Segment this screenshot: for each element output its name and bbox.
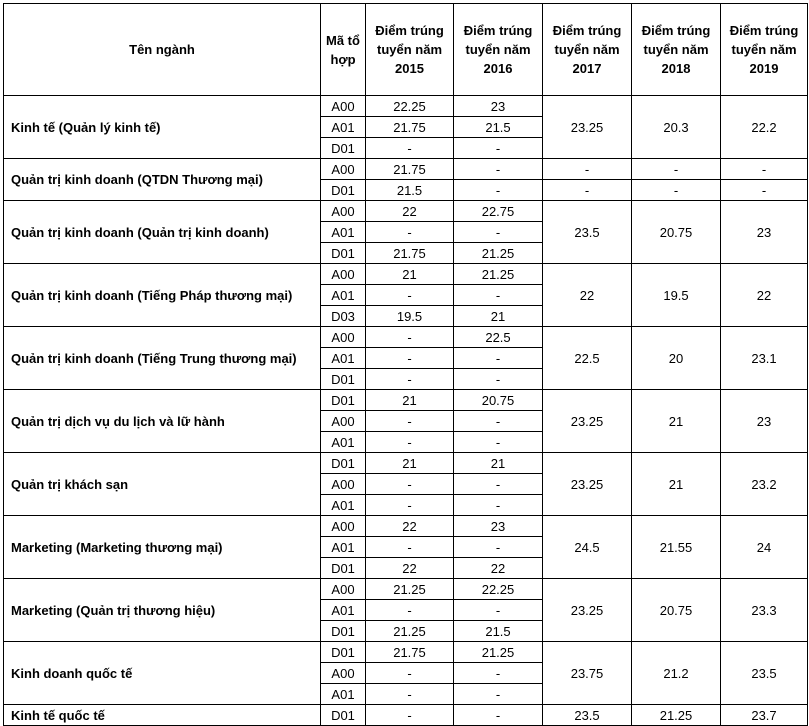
- score-2016: -: [454, 537, 543, 558]
- score-2018: 21.55: [632, 516, 721, 579]
- combination-code: A01: [321, 432, 366, 453]
- table-row: [4, 579, 808, 600]
- score-2015: -: [366, 663, 454, 684]
- combination-code: A00: [321, 411, 366, 432]
- major-name: Quản trị kinh doanh (Tiếng Pháp thương mại): [4, 264, 321, 327]
- score-2016: -: [454, 159, 543, 180]
- score-2015: 19.5: [366, 306, 454, 327]
- score-2015: 21.25: [366, 621, 454, 642]
- combination-code: A00: [321, 159, 366, 180]
- header-combination-code: Mã tổ hợp: [321, 4, 366, 96]
- score-2018: 20: [632, 327, 721, 390]
- major-name: Quản trị kinh doanh (QTDN Thương mại): [4, 159, 321, 201]
- score-2016: 21.25: [454, 642, 543, 663]
- table-row: [4, 327, 808, 348]
- header-score-2015: Điểm trúng tuyển năm 2015: [366, 4, 454, 96]
- score-2019: -: [721, 180, 808, 201]
- score-2017: 22.5: [543, 327, 632, 390]
- score-2016: -: [454, 369, 543, 390]
- score-2015: 22: [366, 558, 454, 579]
- score-2015: -: [366, 348, 454, 369]
- table-row: [4, 705, 808, 726]
- combination-code: D01: [321, 453, 366, 474]
- combination-code: A01: [321, 117, 366, 138]
- score-2017: 23.25: [543, 96, 632, 159]
- score-2015: 21.75: [366, 159, 454, 180]
- table-row: [4, 390, 808, 411]
- combination-code: D01: [321, 369, 366, 390]
- score-2018: 21.2: [632, 642, 721, 705]
- table-row: [4, 201, 808, 222]
- score-2019: 23.2: [721, 453, 808, 516]
- score-2015: -: [366, 705, 454, 726]
- score-2016: -: [454, 285, 543, 306]
- score-2016: 23: [454, 516, 543, 537]
- score-2016: 20.75: [454, 390, 543, 411]
- score-2016: -: [454, 705, 543, 726]
- score-2015: -: [366, 138, 454, 159]
- combination-code: D01: [321, 705, 366, 726]
- score-2016: -: [454, 411, 543, 432]
- combination-code: A00: [321, 474, 366, 495]
- combination-code: D01: [321, 621, 366, 642]
- score-2018: 21: [632, 453, 721, 516]
- score-2015: 21: [366, 264, 454, 285]
- score-2018: 21: [632, 390, 721, 453]
- score-2016: 21: [454, 306, 543, 327]
- score-2019: 23.7: [721, 705, 808, 726]
- score-2018: 20.3: [632, 96, 721, 159]
- combination-code: D01: [321, 390, 366, 411]
- score-2016: -: [454, 222, 543, 243]
- score-2015: -: [366, 432, 454, 453]
- score-2015: -: [366, 222, 454, 243]
- score-2016: 21.25: [454, 264, 543, 285]
- score-2019: 22: [721, 264, 808, 327]
- score-2015: 21.25: [366, 579, 454, 600]
- table-row: [4, 96, 808, 117]
- score-2015: -: [366, 684, 454, 705]
- major-name: Quản trị khách sạn: [4, 453, 321, 516]
- score-2015: 21.75: [366, 243, 454, 264]
- table-row: [4, 264, 808, 285]
- combination-code: A00: [321, 516, 366, 537]
- score-2016: 22.75: [454, 201, 543, 222]
- combination-code: D01: [321, 243, 366, 264]
- score-2015: 21: [366, 390, 454, 411]
- combination-code: A00: [321, 663, 366, 684]
- score-2019: 23.1: [721, 327, 808, 390]
- combination-code: D01: [321, 558, 366, 579]
- major-name: Quản trị kinh doanh (Tiếng Trung thương mại): [4, 327, 321, 390]
- score-2018: -: [632, 159, 721, 180]
- major-name: Kinh tế quốc tế: [4, 705, 321, 726]
- table-row: [4, 159, 808, 180]
- major-name: Quản trị kinh doanh (Quản trị kinh doanh): [4, 201, 321, 264]
- score-2019: -: [721, 159, 808, 180]
- major-name: Marketing (Marketing thương mại): [4, 516, 321, 579]
- table-row: [4, 642, 808, 663]
- score-2017: 23.25: [543, 579, 632, 642]
- table-row: [4, 453, 808, 474]
- score-2017: 23.5: [543, 705, 632, 726]
- score-2017: 23.75: [543, 642, 632, 705]
- score-2019: 23.5: [721, 642, 808, 705]
- combination-code: A01: [321, 537, 366, 558]
- admission-scores-table: [3, 3, 808, 726]
- score-2016: -: [454, 663, 543, 684]
- combination-code: A00: [321, 201, 366, 222]
- combination-code: A01: [321, 600, 366, 621]
- score-2015: -: [366, 600, 454, 621]
- score-2015: -: [366, 537, 454, 558]
- combination-code: A00: [321, 264, 366, 285]
- score-2018: 21.25: [632, 705, 721, 726]
- header-major-name: Tên ngành: [4, 4, 321, 96]
- score-2019: 23: [721, 390, 808, 453]
- score-2016: -: [454, 432, 543, 453]
- score-2016: -: [454, 138, 543, 159]
- header-score-2017: Điểm trúng tuyển năm 2017: [543, 4, 632, 96]
- score-2016: 23: [454, 96, 543, 117]
- combination-code: D01: [321, 180, 366, 201]
- score-2018: 20.75: [632, 579, 721, 642]
- combination-code: A01: [321, 495, 366, 516]
- combination-code: D01: [321, 642, 366, 663]
- score-2018: 19.5: [632, 264, 721, 327]
- score-2019: 22.2: [721, 96, 808, 159]
- score-2016: 22: [454, 558, 543, 579]
- major-name: Kinh doanh quốc tế: [4, 642, 321, 705]
- score-2017: -: [543, 180, 632, 201]
- score-2016: 21.25: [454, 243, 543, 264]
- combination-code: A01: [321, 684, 366, 705]
- score-2017: 23.5: [543, 201, 632, 264]
- score-2017: 23.25: [543, 390, 632, 453]
- score-2017: 23.25: [543, 453, 632, 516]
- major-name: Quản trị dịch vụ du lịch và lữ hành: [4, 390, 321, 453]
- combination-code: A01: [321, 222, 366, 243]
- score-2016: -: [454, 684, 543, 705]
- combination-code: A00: [321, 327, 366, 348]
- score-2015: -: [366, 369, 454, 390]
- score-2016: 21.5: [454, 117, 543, 138]
- table-row: [4, 516, 808, 537]
- score-2015: -: [366, 411, 454, 432]
- score-2016: -: [454, 180, 543, 201]
- score-2019: 23: [721, 201, 808, 264]
- major-name: Marketing (Quản trị thương hiệu): [4, 579, 321, 642]
- score-2017: 22: [543, 264, 632, 327]
- score-2016: 21: [454, 453, 543, 474]
- score-2016: -: [454, 600, 543, 621]
- score-2015: 22.25: [366, 96, 454, 117]
- score-2019: 24: [721, 516, 808, 579]
- score-2015: 21.75: [366, 117, 454, 138]
- score-2015: -: [366, 474, 454, 495]
- major-name: Kinh tế (Quản lý kinh tế): [4, 96, 321, 159]
- score-2017: 24.5: [543, 516, 632, 579]
- header-score-2018: Điểm trúng tuyển năm 2018: [632, 4, 721, 96]
- score-2015: 22: [366, 201, 454, 222]
- score-2016: 21.5: [454, 621, 543, 642]
- score-2015: 21: [366, 453, 454, 474]
- score-2018: 20.75: [632, 201, 721, 264]
- combination-code: A01: [321, 348, 366, 369]
- score-2019: 23.3: [721, 579, 808, 642]
- score-2015: 21.5: [366, 180, 454, 201]
- score-2015: 21.75: [366, 642, 454, 663]
- score-2015: 22: [366, 516, 454, 537]
- score-2015: -: [366, 285, 454, 306]
- combination-code: D03: [321, 306, 366, 327]
- score-2016: 22.25: [454, 579, 543, 600]
- score-2015: -: [366, 495, 454, 516]
- combination-code: A00: [321, 579, 366, 600]
- combination-code: A01: [321, 285, 366, 306]
- score-2018: -: [632, 180, 721, 201]
- score-2016: -: [454, 495, 543, 516]
- header-row: [4, 4, 808, 96]
- score-2017: -: [543, 159, 632, 180]
- score-2016: 22.5: [454, 327, 543, 348]
- table-body: [4, 96, 808, 726]
- score-2015: -: [366, 327, 454, 348]
- score-2016: -: [454, 474, 543, 495]
- combination-code: D01: [321, 138, 366, 159]
- score-2016: -: [454, 348, 543, 369]
- header-score-2019: Điểm trúng tuyển năm 2019: [721, 4, 808, 96]
- header-score-2016: Điểm trúng tuyển năm 2016: [454, 4, 543, 96]
- combination-code: A00: [321, 96, 366, 117]
